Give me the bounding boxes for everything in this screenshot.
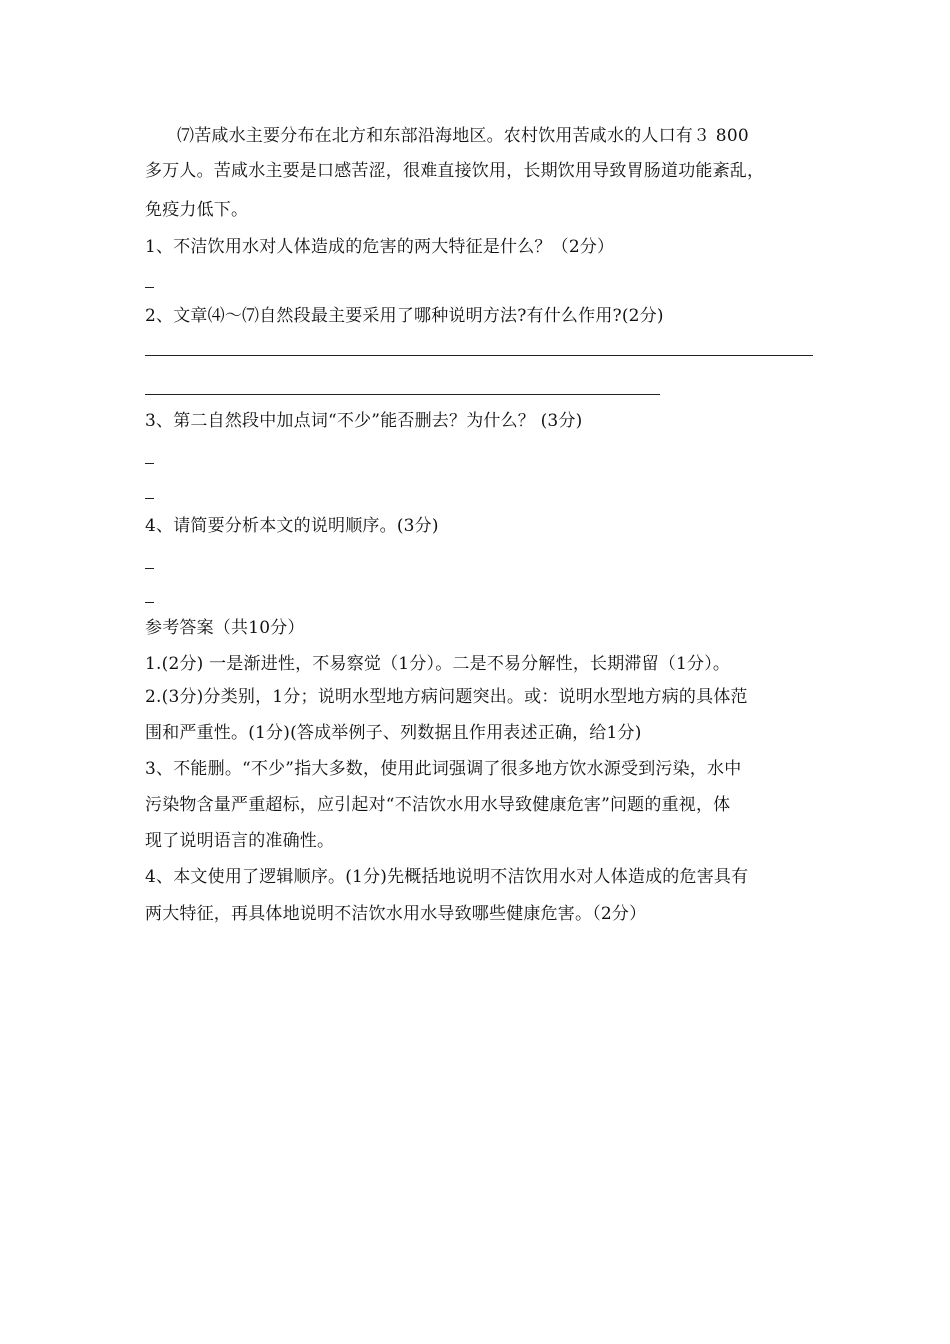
question-3: 3、第二自然段中加点词“不少”能否删去？为什么？ (3分) (145, 411, 583, 431)
answer-2-line-1: 2.(3分)分类别，1分；说明水型地方病问题突出。或：说明水型地方病的具体范 (145, 687, 748, 707)
question-2: 2、文章⑷～⑺自然段最主要采用了哪种说明方法?有什么作用?(2分) (145, 306, 664, 326)
passage-line-2: 多万人。苦咸水主要是口感苦涩，很难直接饮用，长期饮用导致胃肠道功能紊乱， (145, 161, 765, 181)
answer-1: 1.(2分) 一是渐进性，不易察觉（1分）。二是不易分解性，长期滞留（1分）。 (145, 654, 731, 674)
answer-blank-3a[interactable] (145, 463, 154, 464)
answer-4-line-1: 4、本文使用了逻辑顺序。(1分)先概括地说明不洁饮用水对人体造成的危害具有 (145, 867, 749, 887)
answer-blank-2b[interactable] (145, 394, 660, 395)
answer-3-line-1: 3、不能删。“不少”指大多数，使用此词强调了很多地方饮水源受到污染，水中 (145, 759, 742, 779)
answer-4-line-2: 两大特征，再具体地说明不洁饮水用水导致哪些健康危害。（2分） (145, 904, 647, 924)
answer-3-line-2: 污染物含量严重超标，应引起对“不洁饮水用水导致健康危害”问题的重视，体 (145, 795, 731, 815)
question-4: 4、请简要分析本文的说明顺序。(3分) (145, 516, 439, 536)
answer-blank-2a[interactable] (145, 355, 813, 356)
answer-blank-4a[interactable] (145, 568, 154, 569)
answer-3-line-3: 现了说明语言的准确性。 (145, 831, 335, 851)
answer-key-title: 参考答案（共10分） (145, 618, 305, 638)
question-1: 1、不洁饮用水对人体造成的危害的两大特征是什么？（2分） (145, 237, 615, 257)
passage-line-3: 免疫力低下。 (145, 200, 249, 220)
answer-blank-1[interactable] (145, 287, 154, 288)
passage-line-1: ⑺苦咸水主要分布在北方和东部沿海地区。农村饮用苦咸水的人口有３ 800 (177, 126, 749, 146)
answer-2-line-2: 围和严重性。(1分)(答成举例子、列数据且作用表述正确，给1分) (145, 723, 642, 743)
answer-blank-4b[interactable] (145, 602, 154, 603)
answer-blank-3b[interactable] (145, 498, 154, 499)
